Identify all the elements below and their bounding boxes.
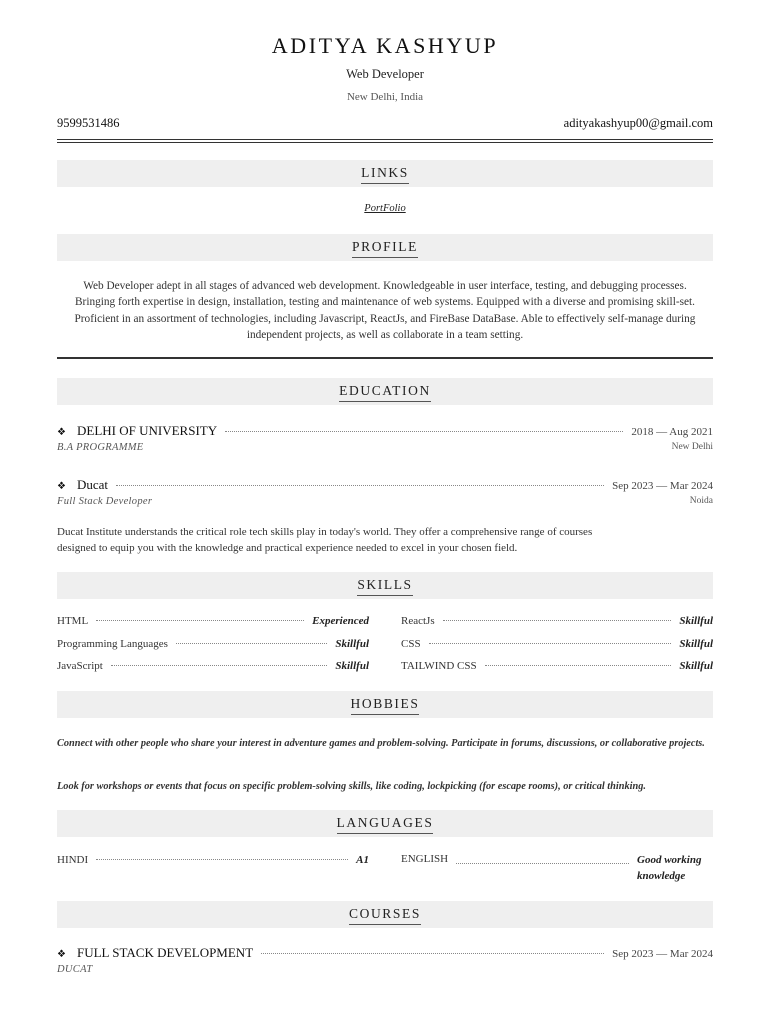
section-title-profile: PROFILE	[352, 239, 418, 258]
skill-level: Skillful	[679, 660, 713, 672]
education-entry	[57, 423, 713, 453]
education-section-header	[57, 378, 713, 405]
section-title-hobbies: HOBBIES	[351, 696, 420, 715]
education-dates: 2018 — Aug 2021	[631, 426, 713, 438]
dotted-leader	[429, 643, 672, 644]
job-title: Web Developer	[346, 67, 424, 81]
education-institution: Ducat	[77, 477, 109, 492]
education-institution: DELHI OF UNIVERSITY	[77, 423, 218, 438]
links-section-header	[57, 160, 713, 187]
section-title-courses: COURSES	[349, 906, 421, 925]
languages-section-header	[57, 810, 713, 837]
candidate-name: ADITYA KASHYUP	[271, 33, 499, 58]
location: New Delhi, India	[346, 91, 424, 103]
hobby-item: Look for workshops or events that focus on specific problem-solving skills, like coding, lockpicking (for escape rooms), or critical thinking.	[57, 781, 646, 792]
section-title-skills: SKILLS	[357, 577, 412, 596]
dotted-leader	[443, 620, 672, 621]
education-degree: Full Stack Developer	[57, 496, 153, 507]
education-place: Noida	[689, 496, 713, 506]
dotted-leader	[96, 859, 348, 860]
skill-item	[57, 638, 369, 650]
language-name: ENGLISH	[401, 853, 449, 865]
dotted-leader	[111, 665, 328, 666]
skill-item	[401, 615, 713, 627]
courses-section-header	[57, 901, 713, 928]
section-title-languages: LANGUAGES	[337, 815, 434, 834]
skill-item	[401, 638, 713, 650]
section-title-links: LINKS	[361, 165, 409, 184]
skill-level: Skillful	[679, 638, 713, 650]
portfolio-link-wrapper	[57, 203, 713, 214]
skill-level: Experienced	[312, 615, 369, 627]
skill-item	[57, 615, 369, 627]
skill-level: Skillful	[335, 660, 369, 672]
phone-number[interactable]: 9599531486	[57, 116, 120, 130]
education-description: Ducat Institute understands the critical role tech skills play in today's world. They offer a comprehensive range of courses designed to equip you with the knowledge and practical experience needed to excel in your chosen field.	[57, 526, 593, 554]
dotted-leader	[261, 953, 604, 954]
course-entry	[57, 945, 713, 975]
diamond-bullet-icon: ❖	[57, 427, 66, 438]
skill-level: Skillful	[335, 638, 369, 650]
profile-section-header	[57, 234, 713, 261]
language-item	[401, 853, 713, 884]
profile-summary: Web Developer adept in all stages of advanced web development. Knowledgeable in user interface, testing, and debugging processes. Bringing forth expertise in design, installation, testing and maintenance of web systems. Equipped with a diverse and promising skill-set. Proficient in an assortment of technologies, including Javascript, ReactJs, and FireBase DataBase. Able to effectively self-manage during independent projects, as well as collaborate in a team setting.	[74, 280, 696, 341]
skill-name: TAILWIND CSS	[401, 660, 477, 672]
language-level: A1	[356, 854, 369, 866]
dotted-leader	[225, 431, 623, 432]
course-title: FULL STACK DEVELOPMENT	[77, 945, 254, 960]
language-item	[57, 853, 369, 869]
diamond-bullet-icon: ❖	[57, 949, 66, 960]
dotted-leader	[456, 863, 629, 864]
course-provider: DUCAT	[57, 964, 93, 975]
skills-section-header	[57, 572, 713, 599]
course-dates: Sep 2023 — Mar 2024	[612, 948, 713, 960]
header-divider	[57, 139, 713, 143]
skill-name: HTML	[57, 615, 89, 627]
dotted-leader	[96, 620, 304, 621]
skill-item	[57, 660, 369, 672]
dotted-leader	[176, 643, 327, 644]
portfolio-link[interactable]: PortFolio	[364, 203, 406, 214]
education-entry	[57, 477, 713, 507]
skill-name: ReactJs	[401, 615, 435, 627]
language-level: Good working knowledge	[637, 854, 702, 882]
education-dates: Sep 2023 — Mar 2024	[612, 480, 713, 492]
skill-level: Skillful	[679, 615, 713, 627]
diamond-bullet-icon: ❖	[57, 481, 66, 492]
skill-item	[401, 660, 713, 672]
dotted-leader	[485, 665, 672, 666]
dotted-leader	[116, 485, 604, 486]
skill-name: Programming Languages	[57, 638, 168, 650]
hobby-item: Connect with other people who share your interest in adventure games and problem-solving. Participate in forums, discussions, or collaborative projects.	[57, 738, 705, 749]
profile-divider	[57, 357, 713, 359]
section-title-education: EDUCATION	[339, 383, 431, 402]
skill-name: JavaScript	[57, 660, 103, 672]
skill-name: CSS	[401, 638, 421, 650]
hobbies-section-header	[57, 691, 713, 718]
language-name: HINDI	[57, 854, 89, 866]
education-degree: B.A PROGRAMME	[57, 442, 144, 453]
education-place: New Delhi	[671, 442, 713, 452]
resume-page	[57, 0, 713, 1024]
email-address[interactable]: adityakashyup00@gmail.com	[563, 116, 713, 130]
